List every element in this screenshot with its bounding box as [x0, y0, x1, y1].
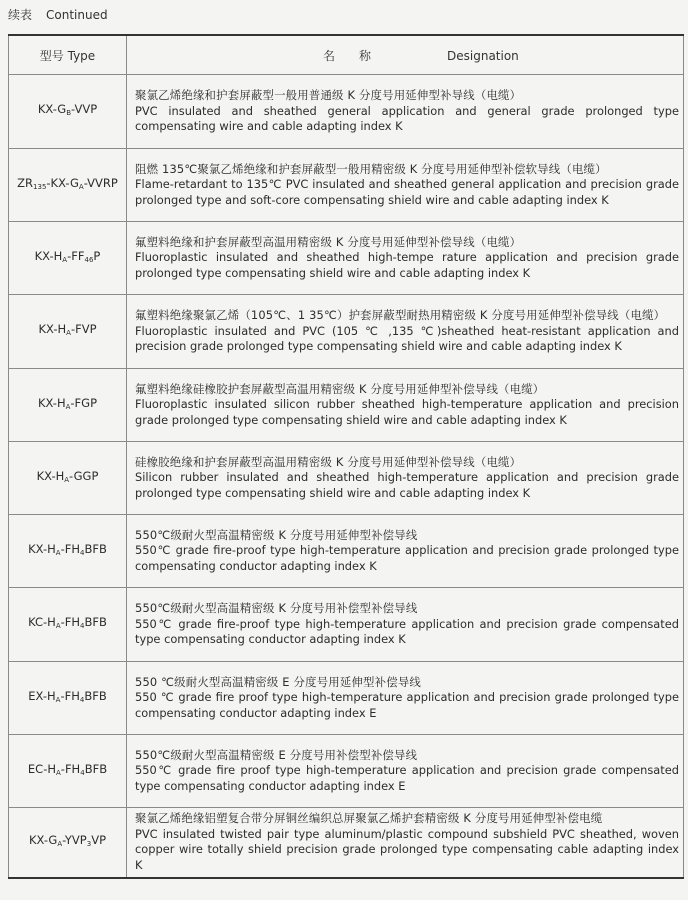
designation-header [127, 35, 684, 75]
designation-cn: 550℃级耐火型高温精密级 K 分度号用延伸型补偿导线 [135, 527, 418, 542]
designation-en: PVC insulated twisted pair type aluminum/plastic compound subshield PVC sheathed, woven copper wire totally shield precision grade prolonged type compensating cable adapting index K [135, 826, 679, 872]
designation-cn: 聚氯乙烯绝缘和护套屏蔽型一般用普通级 K 分度号用延伸型补导线（电缆） [135, 88, 522, 103]
caption-cn: 续表 [8, 8, 33, 22]
type-code-subscript: A [55, 548, 61, 557]
designation-cn: 550 ℃级耐火型高温精密级 E 分度号用延伸型补偿导线 [135, 674, 422, 689]
designation-cn: 550℃级耐火型高温精密级 E 分度号用补偿型补偿导线 [135, 747, 418, 762]
type-code-subscript: 4 [80, 768, 85, 777]
type-code: $KX-H_A$-GGP [9, 442, 127, 515]
type-code-subscript: A [55, 695, 61, 704]
type-code-subscript: A [62, 255, 68, 264]
type-code: $KX-H_A-FF_{46}P$ [9, 222, 127, 295]
type-code-subscript: 135 [33, 182, 47, 191]
designation-cn: 氟塑料绝缘硅橡胶护套屏蔽型高温用精密级 K 分度号用延伸型补偿导线（电缆） [135, 381, 545, 396]
type-code: $EC-H_A-FH_4BFB$ [9, 735, 127, 808]
designation-en: Flame-retardant to 135℃ PVC insulated and sheathed general application and precision grade prolonged type and soft-core compensating shield wire and cable adapting index K [135, 177, 679, 207]
type-code-subscript: A [66, 329, 71, 337]
type-code: $KC-H_A-FH_4BFB$ [9, 588, 127, 662]
spec-table [8, 34, 684, 879]
type-code-subscript: 4 [79, 695, 85, 704]
type-code-subscript: A [65, 402, 71, 411]
table-row [9, 295, 684, 369]
designation-cell [127, 149, 684, 222]
designation-cell [127, 735, 684, 808]
table-row [9, 149, 684, 222]
type-code: $KX-G_B$-VVP [9, 75, 127, 149]
type-code: $KX-H_A-FH_4BFB$ [9, 515, 127, 588]
header-row [9, 35, 684, 75]
name-cn-header: 名 称 [323, 48, 372, 63]
designation-en: PVC insulated and sheathed general application and general grade prolonged type compensating wire and cable adapting index K [135, 103, 679, 134]
type-header: 型号 Type [9, 35, 127, 75]
table-row [9, 808, 684, 878]
designation-en: Fluoroplastic insulated and PVC (105 ℃ ,135 ℃)sheathed heat-resistant application and precision grade prolonged type compensating shield wire and cable adapting index K [135, 323, 679, 354]
type-code-subscript: A [64, 475, 70, 484]
designation-en-header: Designation [447, 48, 519, 63]
table-row [9, 515, 684, 588]
designation-cn: 氟塑料绝缘和护套屏蔽型高温用精密级 K 分度号用延伸型补偿导线（电缆） [135, 234, 522, 249]
designation-cell [127, 515, 684, 588]
type-code-subscript: B [66, 109, 71, 117]
designation-en: 550 ℃ grade fire proof type high-temperature application and precision grade prolonged type compensating conductor adapting index E [135, 690, 679, 720]
type-code: $EX-H_A-FH_4BFB$ [9, 662, 127, 735]
type-code-subscript: A [57, 839, 63, 848]
designation-cell [127, 75, 684, 149]
designation-cell [127, 369, 684, 442]
designation-cell [127, 222, 684, 295]
table-row [9, 369, 684, 442]
table-row [9, 442, 684, 515]
designation-cell [127, 295, 684, 369]
designation-cell [127, 588, 684, 662]
type-code-subscript: 3 [86, 839, 92, 848]
table-row [9, 75, 684, 149]
designation-cell [127, 442, 684, 515]
type-code-subscript: 46 [84, 255, 94, 264]
type-code: $ZR_{135}-KX-G_A$-VVRP [9, 149, 127, 222]
designation-en: 550℃ grade fire-proof type high-temperature application and precision grade compensated type compensating conductor adapting index K [135, 616, 679, 647]
type-code: $KX-H_A$-FGP [9, 369, 127, 442]
designation-en: Fluoroplastic insulated and sheathed high-tempe rature application and precision grade prolonged type compensating shield wire and cable adapting index K [135, 250, 679, 280]
designation-cn: 阻燃 135℃聚氯乙烯绝缘和护套屏蔽型一般用精密级 K 分度号用延伸型补偿软导线（电缆） [135, 161, 607, 176]
type-code-subscript: A [56, 768, 61, 777]
designation-cn: 硅橡胶绝缘和护套屏蔽型高温用精密级 K 分度号用延伸型补偿导线（电缆） [135, 454, 522, 469]
type-code-subscript: A [78, 182, 84, 191]
designation-cell [127, 808, 684, 878]
designation-en: Fluoroplastic insulated silicon rubber sheathed high-temperature application and precision grade prolonged type compensating shield wire and cable adapting index K [135, 397, 679, 427]
type-code-subscript: 4 [80, 622, 85, 630]
designation-cell [127, 662, 684, 735]
type-code: $KX-H_A$-FVP [9, 295, 127, 369]
table-row [9, 662, 684, 735]
designation-en: 550℃ grade fire proof type high-temperature application and precision grade compensated type compensating conductor adapting index E [135, 763, 679, 793]
designation-cn: 聚氯乙烯绝缘铝塑复合带分屏铜丝编织总屏聚氯乙烯护套精密级 K 分度号用延伸型补偿电缆 [135, 811, 603, 826]
designation-en: 550℃ grade fire-proof type high-temperature application and precision grade prolonged type compensating conductor adapting index K [135, 543, 679, 573]
table-row [9, 222, 684, 295]
type-code-subscript: 4 [80, 548, 85, 557]
type-code: $KX-G_A-YVP_3VP$ [9, 808, 127, 878]
caption-en: Continued [46, 8, 108, 22]
designation-cn: 氟塑料绝缘聚氯乙烯（105℃、1 35℃）护套屏蔽型耐热用精密级 K 分度号用延伸型补偿导线（电缆） [135, 308, 666, 323]
table-row [9, 588, 684, 662]
type-code-subscript: A [55, 622, 61, 630]
table-row [9, 735, 684, 808]
designation-en: Silicon rubber insulated and sheathed high-temperature application and precision grade prolonged type compensating shield wire and cable adapting index K [135, 470, 679, 500]
designation-cn: 550℃级耐火型高温精密级 K 分度号用补偿型补偿导线 [135, 601, 418, 616]
table-caption [8, 6, 122, 23]
